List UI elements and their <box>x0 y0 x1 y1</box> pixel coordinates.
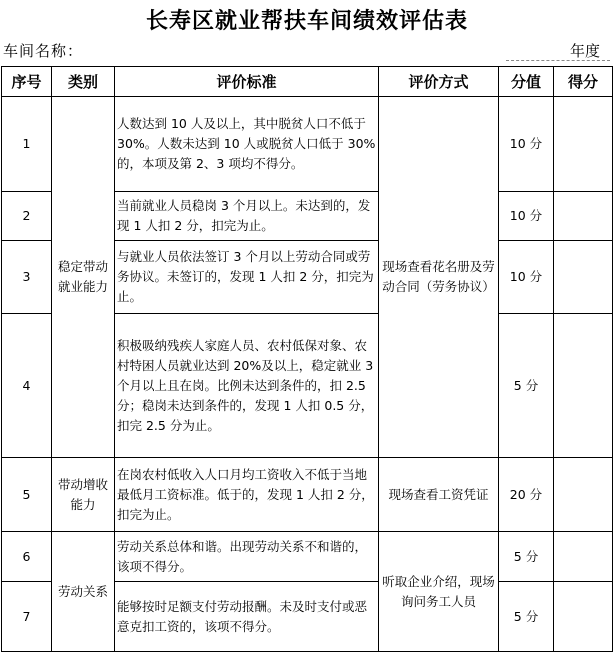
table-header-row <box>2 67 613 97</box>
method-cell: 现场查看花名册及劳动合同（劳务协议） <box>379 97 499 458</box>
header-method: 评价方式 <box>379 67 499 97</box>
evaluation-table <box>1 66 613 652</box>
obtained-score-cell[interactable] <box>554 458 613 532</box>
score-cell: 10 分 <box>499 192 554 241</box>
score-cell: 5 分 <box>499 314 554 458</box>
category-cell: 劳动关系 <box>52 532 115 652</box>
score-cell: 5 分 <box>499 582 554 652</box>
row-number: 2 <box>2 192 52 241</box>
table-row <box>2 97 613 192</box>
score-cell: 20 分 <box>499 458 554 532</box>
method-cell: 听取企业介绍，现场询问务工人员 <box>379 532 499 652</box>
row-number: 5 <box>2 458 52 532</box>
header-no: 序号 <box>2 67 52 97</box>
table-row <box>2 532 613 582</box>
criteria-cell: 人数达到 10 人及以上，其中脱贫人口不低于 30%。人数未达到 10 人或脱贫人口低于 30%的，本项及第 2、3 项均不得分。 <box>115 97 379 192</box>
header-category: 类别 <box>52 67 115 97</box>
header-obtained: 得分 <box>554 67 613 97</box>
obtained-score-cell[interactable] <box>554 532 613 582</box>
year-underline <box>506 60 610 61</box>
page-title: 长寿区就业帮扶车间绩效评估表 <box>145 8 468 34</box>
obtained-score-cell[interactable] <box>554 582 613 652</box>
criteria-cell: 劳动关系总体和谐。出现劳动关系不和谐的，该项不得分。 <box>115 532 379 582</box>
score-cell: 5 分 <box>499 532 554 582</box>
obtained-score-cell[interactable] <box>554 241 613 314</box>
row-number: 4 <box>2 314 52 458</box>
criteria-cell: 积极吸纳残疾人家庭人员、农村低保对象、农村特困人员就业达到 20%及以上，稳定就业 3 个月以上且在岗。比例未达到条件的，扣 2.5 分；稳岗未达到条件的，发现 1 人扣 0.5 分，扣完 2.5 分为止。 <box>115 314 379 458</box>
criteria-cell: 能够按时足额支付劳动报酬。未及时支付或恶意克扣工资的，该项不得分。 <box>115 582 379 652</box>
obtained-score-cell[interactable] <box>554 97 613 192</box>
score-cell: 10 分 <box>499 241 554 314</box>
year-label: 年度 <box>569 42 600 60</box>
criteria-cell: 与就业人员依法签订 3 个月以上劳动合同或劳务协议。未签订的，发现 1 人扣 2 分，扣完为止。 <box>115 241 379 314</box>
row-number: 1 <box>2 97 52 192</box>
category-cell: 稳定带动就业能力 <box>52 97 115 458</box>
obtained-score-cell[interactable] <box>554 192 613 241</box>
category-cell: 带动增收能力 <box>52 458 115 532</box>
table-row <box>2 458 613 532</box>
row-number: 3 <box>2 241 52 314</box>
header-criteria: 评价标准 <box>115 67 379 97</box>
criteria-cell: 在岗农村低收入人口月均工资收入不低于当地最低月工资标准。低于的，发现 1 人扣 2 分，扣完为止。 <box>115 458 379 532</box>
method-cell: 现场查看工资凭证 <box>379 458 499 532</box>
header-score: 分值 <box>499 67 554 97</box>
workshop-name-label: 车间名称： <box>3 42 84 60</box>
criteria-cell: 当前就业人员稳岗 3 个月以上。未达到的，发现 1 人扣 2 分，扣完为止。 <box>115 192 379 241</box>
obtained-score-cell[interactable] <box>554 314 613 458</box>
score-cell: 10 分 <box>499 97 554 192</box>
row-number: 7 <box>2 582 52 652</box>
row-number: 6 <box>2 532 52 582</box>
